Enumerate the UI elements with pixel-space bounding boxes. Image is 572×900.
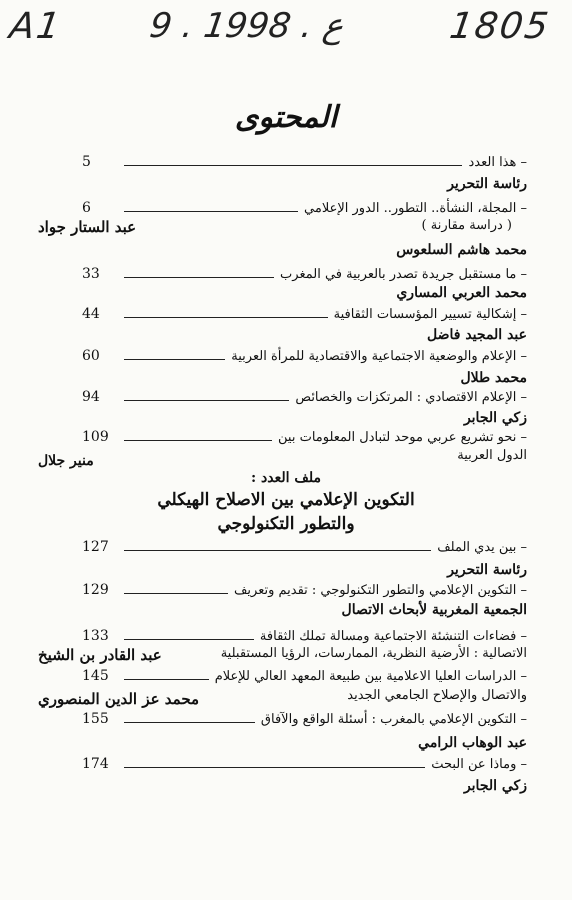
- entry-title: – إشكالية تسيير المؤسسات الثقافية: [333, 307, 527, 322]
- entry-title: – الإعلام والوضعية الاجتماعية والاقتصادية للمرأة العربية: [231, 349, 527, 364]
- leader-line: [124, 679, 209, 680]
- toc-entry: [82, 302, 527, 322]
- entry-author: محمد عز الدين المنصوري: [38, 690, 200, 708]
- toc-entry: [82, 578, 527, 598]
- handwritten-number: 1805: [447, 6, 553, 47]
- entry-title: – هذا العدد: [468, 155, 527, 170]
- entry-title: – فضاءات التنشئة الاجتماعية ومسالة تملك الثقافة: [259, 629, 527, 644]
- page-number: 5: [82, 154, 91, 170]
- dossier-title: التكوين الإعلامي بين الاصلاح الهيكلي: [157, 490, 415, 510]
- leader-line: [124, 400, 289, 401]
- leader-line: [124, 277, 274, 278]
- leader-line: [124, 550, 431, 551]
- entry-title: – نحو تشريع عربي موحد لتبادل المعلومات بين: [278, 430, 527, 445]
- toc-entry: [82, 425, 527, 445]
- page-number: 33: [82, 266, 100, 282]
- entry-author: رئاسة التحرير: [447, 562, 527, 578]
- entry-continuation: ( دراسة مقارنة ): [421, 218, 512, 233]
- entry-title: – المجلة، النشأة.. التطور.. الدور الإعلامي: [304, 201, 527, 216]
- entry-author: عبد القادر بن الشيخ: [38, 646, 162, 664]
- entry-title: – وماذا عن البحث: [431, 757, 527, 772]
- entry-author: منير جلال: [38, 453, 94, 469]
- page-number: 133: [82, 628, 109, 644]
- handwritten-code: A1: [7, 6, 65, 47]
- entry-title: – بين يدي الملف: [437, 540, 527, 555]
- dossier-label: ملف العدد :: [250, 470, 322, 486]
- entry-author: الجمعية المغربية لأبحاث الاتصال: [341, 602, 527, 618]
- toc-entry: [82, 535, 527, 555]
- leader-line: [124, 359, 225, 360]
- entry-continuation: والاتصال والإصلاح الجامعي الجديد: [347, 688, 527, 703]
- toc-entry: [82, 385, 527, 405]
- entry-author: عبد المجيد فاضل: [427, 327, 527, 343]
- toc-entry: [82, 344, 527, 364]
- dossier-title: والتطور التكنولوجي: [217, 514, 355, 534]
- entry-author: زكي الجابر: [463, 410, 527, 426]
- toc-entry: [82, 624, 527, 644]
- toc-entry: [82, 752, 527, 772]
- page-number: 145: [82, 668, 109, 684]
- entry-author: زكي الجابر: [463, 778, 527, 794]
- toc-entry: [82, 150, 527, 170]
- toc-entry: [82, 262, 527, 282]
- entry-author: رئاسة التحرير: [447, 176, 527, 192]
- toc-entry: [82, 664, 527, 684]
- page-number: 109: [82, 429, 109, 445]
- page-number: 155: [82, 711, 109, 727]
- handwritten-date: 9 . ع . 1998: [147, 6, 347, 46]
- entry-title: – التكوين الإعلامي بالمغرب : أسئلة الواقع والآفاق: [260, 712, 527, 727]
- leader-line: [124, 317, 328, 318]
- page-title: المحتوى: [234, 100, 338, 135]
- page-number: 6: [82, 200, 91, 216]
- page-number: 174: [82, 756, 109, 772]
- entry-author: محمد العربي المساري: [396, 285, 527, 301]
- toc-entry: [82, 707, 527, 727]
- page-number: 44: [82, 306, 100, 322]
- entry-title: – الدراسات العليا الاعلامية بين طبيعة المعهد العالي للإعلام: [214, 669, 527, 684]
- entry-title: – ما مستقبل جريدة تصدر بالعربية في المغرب: [280, 267, 527, 282]
- leader-line: [124, 165, 462, 166]
- page-number: 127: [82, 539, 109, 555]
- toc-entry: [82, 196, 527, 216]
- page-number: 94: [82, 389, 100, 405]
- page-number: 129: [82, 582, 109, 598]
- leader-line: [124, 211, 298, 212]
- leader-line: [124, 593, 228, 594]
- entry-author: محمد طلال: [460, 370, 527, 386]
- leader-line: [124, 639, 254, 640]
- entry-author: محمد هاشم السلعوس: [396, 242, 527, 258]
- leader-line: [124, 440, 272, 441]
- leader-line: [124, 722, 255, 723]
- entry-title: – الإعلام الاقتصادي : المرتكزات والخصائص: [295, 390, 527, 405]
- entry-continuation: الاتصالية : الأرضية النظرية، الممارسات، الرؤيا المستقبلية: [220, 646, 527, 661]
- entry-title: – التكوين الإعلامي والتطور التكنولوجي : تقديم وتعريف: [233, 583, 527, 598]
- leader-line: [124, 767, 425, 768]
- page-number: 60: [82, 348, 100, 364]
- entry-author: عبد الوهاب الرامي: [418, 735, 527, 751]
- entry-continuation: الدول العربية: [457, 448, 527, 463]
- entry-author: عبد الستار جواد: [38, 218, 137, 236]
